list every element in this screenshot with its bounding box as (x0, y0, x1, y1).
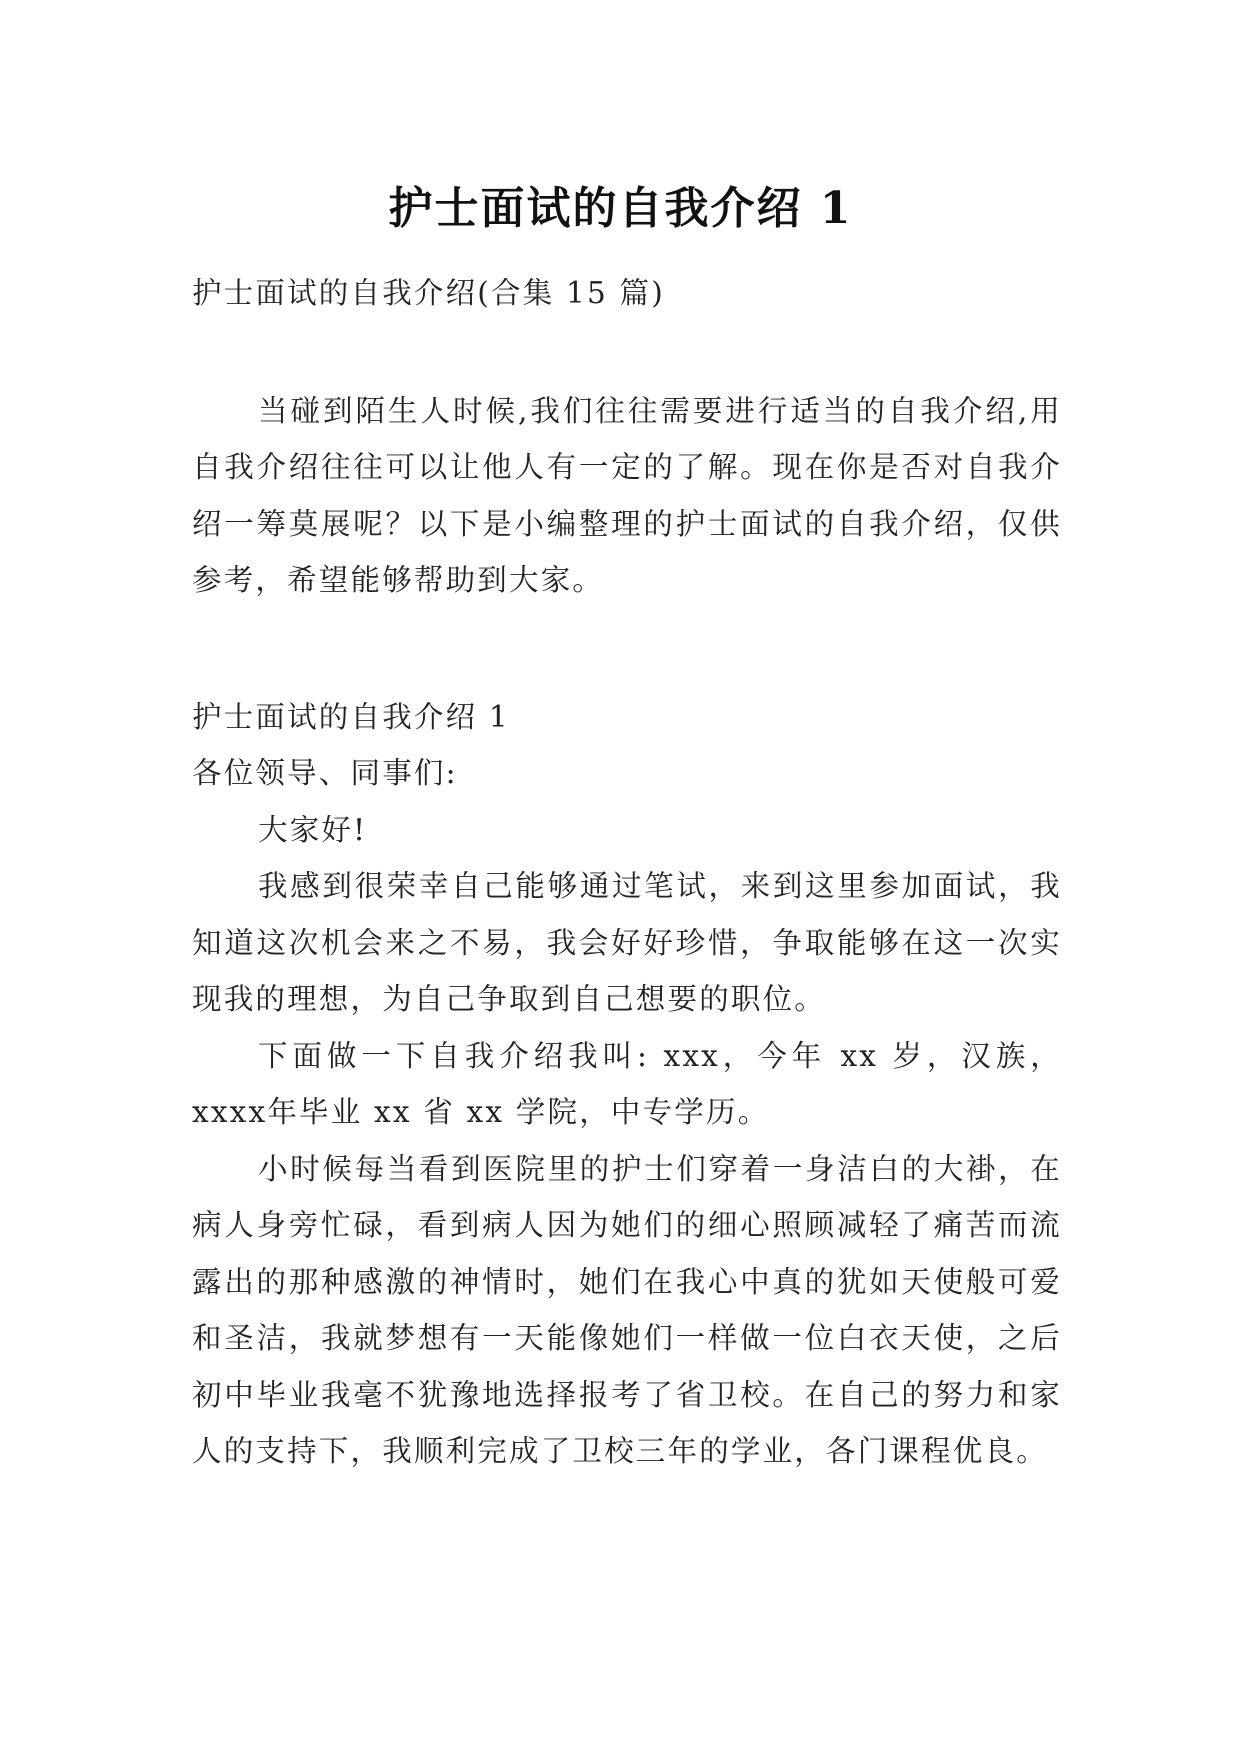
body-paragraph: 下面做一下自我介绍我叫: xxx，今年 xx 岁，汉族，xxxx年毕业 xx 省 xx 学院，中专学历。 (192, 1038, 1062, 1129)
intro-paragraph: 当碰到陌生人时候,我们往往需要进行适当的自我介绍,用自我介绍往往可以让他人有一定的了解。现在你是否对自我介绍一筹莫展呢？以下是小编整理的护士面试的自我介绍，仅供参考，希望能够帮助到大家。 (192, 393, 1062, 597)
section-heading: 护士面试的自我介绍 1 (192, 699, 510, 734)
greeting: 大家好! (258, 812, 368, 847)
salutation: 各位领导、同事们: (192, 756, 458, 790)
document-subtitle: 护士面试的自我介绍(合集 15 篇) (192, 276, 665, 310)
body-paragraph: 小时候每当看到医院里的护士们穿着一身洁白的大褂，在病人身旁忙碌，看到病人因为她们的细心照顾减轻了痛苦而流露出的那种感激的神情时，她们在我心中真的犹如天使般可爱和圣洁，我就梦想有一天能像她们一样做一位白衣天使，之后初中毕业我毫不犹豫地选择报考了省卫校。在自己的努力和家人的支持下，我顺利完成了卫校三年的学业，各门课程优良。 (192, 1151, 1062, 1468)
document-body (192, 265, 1062, 1480)
body-paragraph: 我感到很荣幸自己能够通过笔试，来到这里参加面试，我知道这次机会来之不易，我会好好珍惜，争取能够在这一次实现我的理想，为自己争取到自己想要的职位。 (192, 869, 1062, 1016)
document-title: 护士面试的自我介绍 1 (388, 183, 853, 235)
